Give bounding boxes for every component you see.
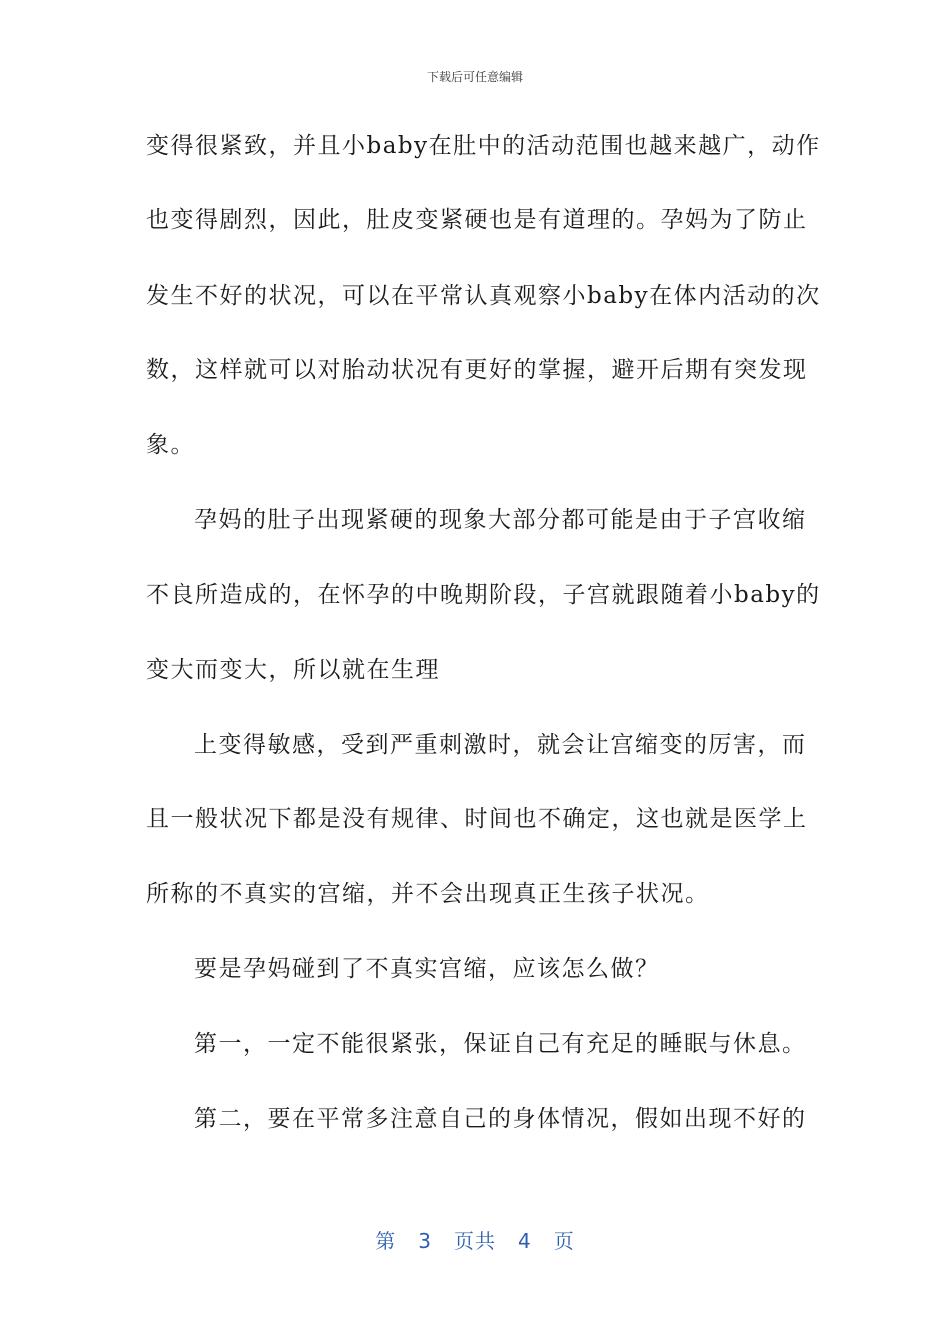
footer-prefix: 第 bbox=[375, 1229, 397, 1253]
text-line: 象。 bbox=[146, 432, 195, 458]
text-line: 也变得剧烈，因此，肚皮变紧硬也是有道理的。孕妈为了防止 bbox=[146, 207, 808, 233]
text-line: 变得很紧致，并且小baby在肚中的活动范围也越来越广，动作 bbox=[146, 133, 821, 159]
text-line: 要是孕妈碰到了不真实宫缩，应该怎么做？ bbox=[194, 956, 660, 982]
text-line: 第一，一定不能很紧张，保证自己有充足的睡眠与休息。 bbox=[194, 1031, 807, 1057]
text-line: 数，这样就可以对胎动状况有更好的掌握，避开后期有突发现 bbox=[146, 357, 808, 383]
text-line: 变大而变大，所以就在生理 bbox=[146, 657, 440, 683]
text-line: 且一般状况下都是没有规律、时间也不确定，这也就是医学上 bbox=[146, 806, 808, 832]
text-line: 不良所造成的，在怀孕的中晚期阶段，子宫就跟随着小baby的 bbox=[146, 582, 821, 608]
text-line: 上变得敏感，受到严重刺激时，就会让宫缩变的厉害，而 bbox=[194, 732, 807, 758]
footer-middle: 页共 bbox=[454, 1229, 496, 1253]
page-footer bbox=[0, 1225, 950, 1254]
page-header: 下载后可任意编辑 bbox=[426, 70, 523, 84]
text-line: 所称的不真实的宫缩，并不会出现真正生孩子状况。 bbox=[146, 881, 710, 907]
footer-suffix: 页 bbox=[553, 1229, 575, 1253]
total-page-number: 4 bbox=[518, 1229, 532, 1253]
current-page-number: 3 bbox=[418, 1229, 432, 1253]
text-line: 孕妈的肚子出现紧硬的现象大部分都可能是由于子宫收缩 bbox=[194, 507, 807, 533]
text-line: 发生不好的状况，可以在平常认真观察小baby在体内活动的次 bbox=[146, 283, 821, 309]
text-line: 第二，要在平常多注意自己的身体情况，假如出现不好的 bbox=[194, 1106, 807, 1132]
